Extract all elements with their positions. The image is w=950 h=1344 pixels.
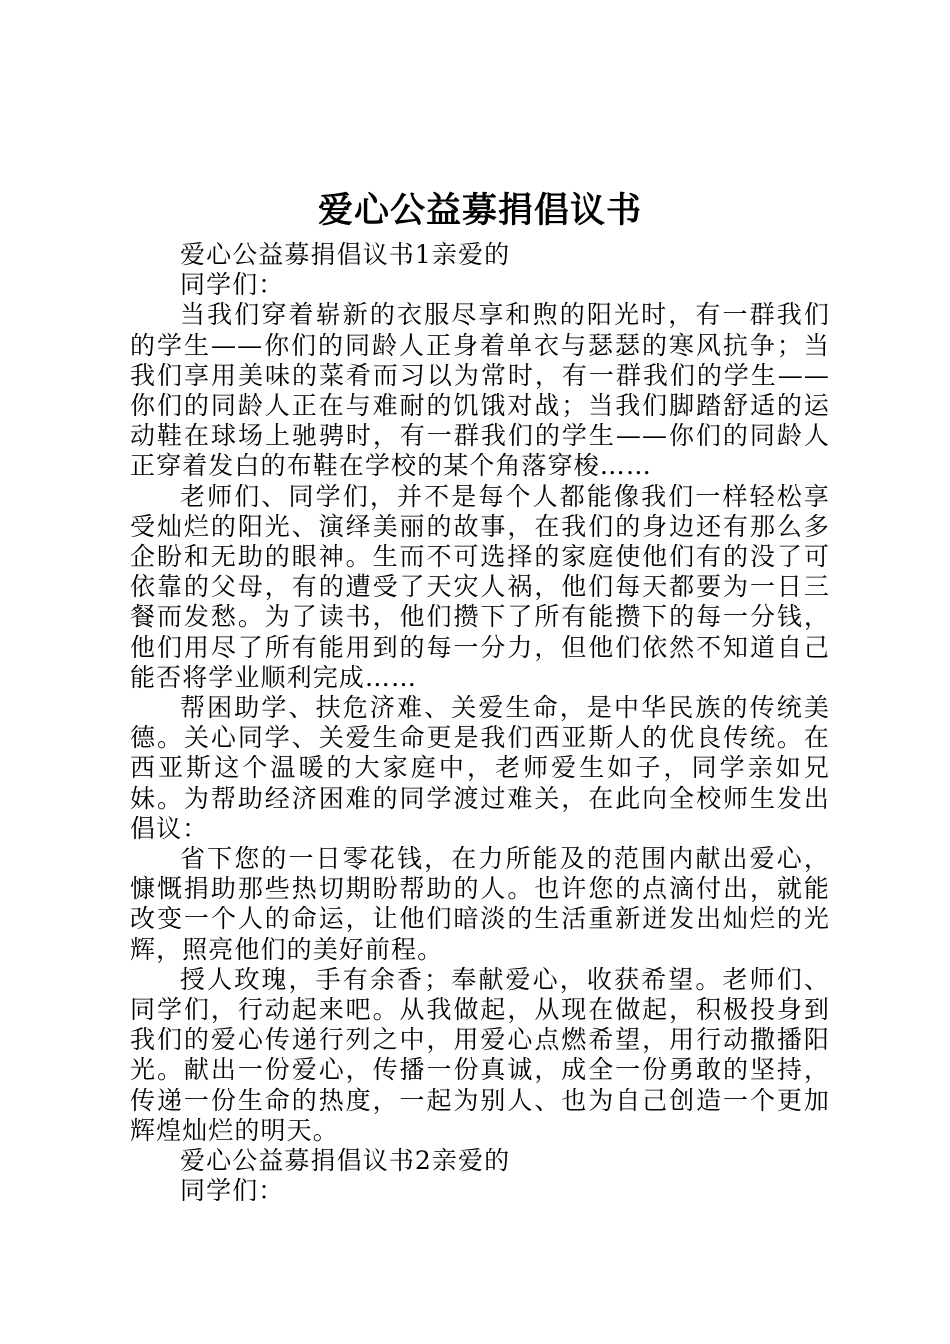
paragraph-body: 省下您的一日零花钱，在力所能及的范围内献出爱心，慷慨捐助那些热切期盼帮助的人。也许您的点滴付出，就能改变一个人的命运，让他们暗淡的生活重新迸发出灿烂的光辉，照亮他们的美好前程。 bbox=[130, 844, 830, 964]
paragraph-body: 老师们、同学们，并不是每个人都能像我们一样轻松享受灿烂的阳光、演绎美丽的故事，在我们的身边还有那么多企盼和无助的眼神。生而不可选择的家庭使他们有的没了可依靠的父母，有的遭受了天灾人祸，他们每天都要为一日三餐而发愁。为了读书，他们攒下了所有能攒下的每一分钱，他们用尽了所有能用到的每一分力，但他们依然不知道自己能否将学业顺利完成…… bbox=[130, 481, 830, 692]
paragraph-body: 授人玫瑰，手有余香；奉献爱心，收获希望。老师们、同学们，行动起来吧。从我做起，从现在做起，积极投身到我们的爱心传递行列之中，用爱心点燃希望，用行动撒播阳光。献出一份爱心，传播一份真诚，成全一份勇敢的坚持，传递一份生命的热度，一起为别人、也为自己创造一个更加辉煌灿烂的明天。 bbox=[130, 964, 830, 1145]
paragraph-heading-1: 爱心公益募捐倡议书1亲爱的 bbox=[180, 240, 511, 269]
paragraph-body: 当我们穿着崭新的衣服尽享和煦的阳光时，有一群我们的学生——你们的同龄人正身着单衣与瑟瑟的寒风抗争；当我们享用美味的菜肴而习以为常时，有一群我们的学生——你们的同龄人正在与难耐的饥饿对战；当我们脚踏舒适的运动鞋在球场上驰骋时，有一群我们的学生——你们的同龄人正穿着发白的布鞋在学校的某个角落穿梭…… bbox=[130, 300, 830, 481]
paragraph-heading-2: 爱心公益募捐倡议书2亲爱的 bbox=[180, 1146, 511, 1176]
document-title: 爱心公益募捐倡议书 bbox=[317, 190, 642, 231]
paragraph-body: 帮困助学、扶危济难、关爱生命，是中华民族的传统美德。关心同学、关爱生命更是我们西亚斯人的优良传统。在西亚斯这个温暖的大家庭中，老师爱生如子，同学亲如兄妹。为帮助经济困难的同学渡过难关，在此向全校师生发出倡议： bbox=[130, 693, 830, 843]
paragraph-salutation-2: 同学们： bbox=[180, 1176, 285, 1206]
document-page bbox=[130, 186, 830, 1207]
paragraph-salutation-1: 同学们： bbox=[180, 270, 285, 300]
